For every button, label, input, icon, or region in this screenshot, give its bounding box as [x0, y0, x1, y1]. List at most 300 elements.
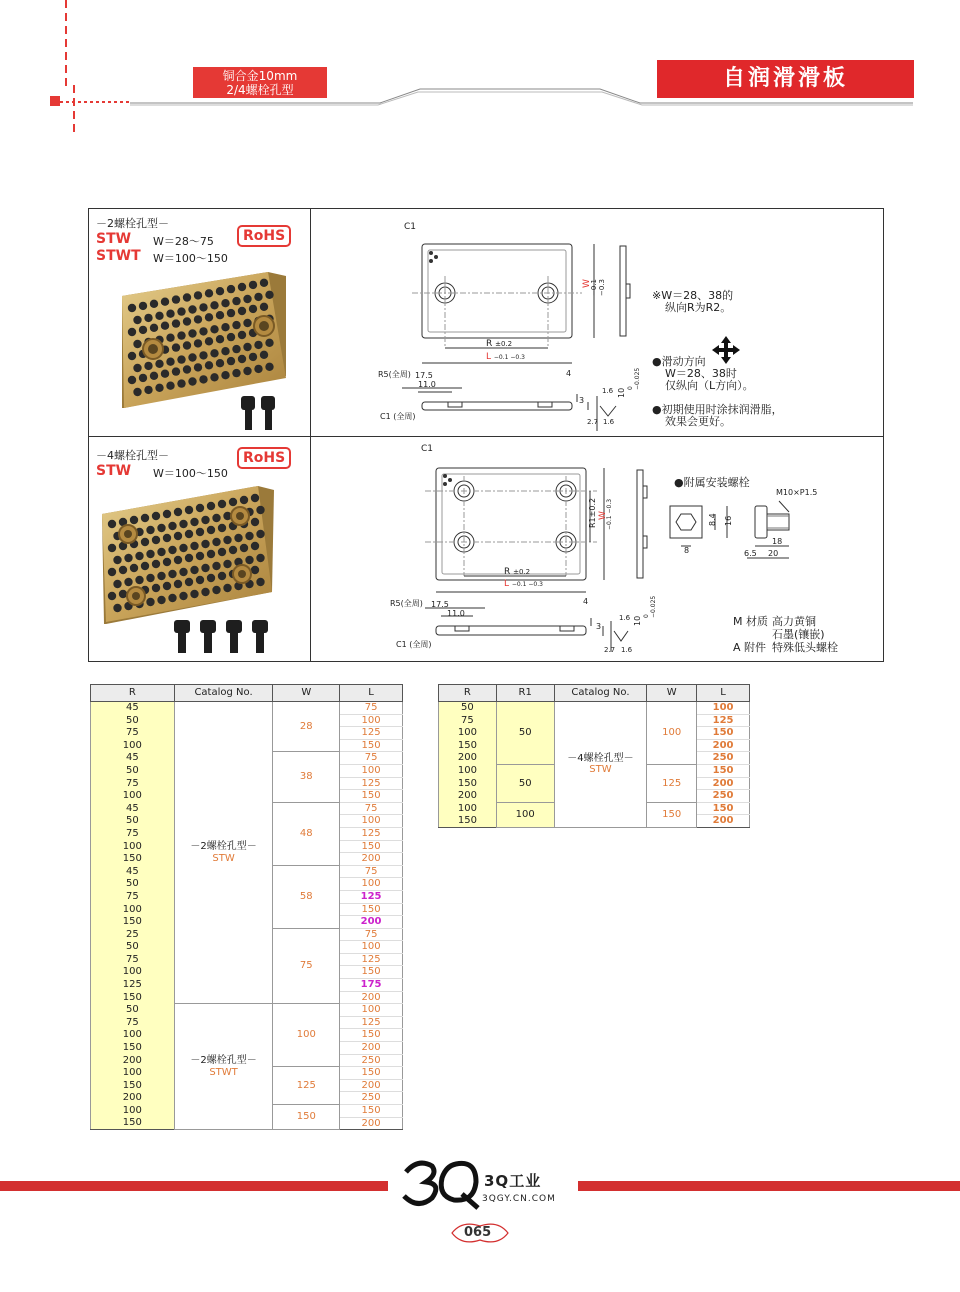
- graphite-plug: [139, 326, 147, 334]
- cell-l: 200: [340, 1042, 403, 1055]
- graphite-plug: [130, 564, 138, 572]
- cross-arrow-icon: [712, 336, 740, 364]
- catalog-type: －4螺栓孔型－: [567, 752, 634, 764]
- graphite-plug: [144, 314, 152, 322]
- graphite-plug: [207, 574, 215, 582]
- cell-l: 75: [340, 702, 403, 715]
- graphite-plug: [168, 522, 176, 530]
- graphite-plug: [194, 339, 202, 347]
- cell-l: 125: [340, 777, 403, 790]
- cell-r: 200: [91, 1054, 175, 1067]
- dim-w-tol: −0.1 −0.3: [590, 279, 606, 296]
- cell-r: 100: [439, 764, 497, 777]
- graphite-plug: [172, 295, 180, 303]
- cell-r: 100: [91, 739, 175, 752]
- cell-l: 100: [340, 941, 403, 954]
- bolt-dim-8: 8: [684, 546, 690, 555]
- cell-l: 100: [340, 878, 403, 891]
- footer-bar-right: [578, 1181, 960, 1191]
- cell-l: 150: [340, 1105, 403, 1118]
- graphite-plug: [243, 343, 251, 351]
- cell-r: 150: [91, 916, 175, 929]
- graphite-plug: [205, 337, 213, 345]
- graphite-plug: [254, 341, 262, 349]
- cell-l: 250: [340, 1092, 403, 1105]
- graphite-plug: [212, 538, 220, 546]
- cell-l: 75: [340, 865, 403, 878]
- graphite-plug: [205, 313, 213, 321]
- type-label-4hole: －4螺栓孔型－: [96, 449, 169, 462]
- material-m-key: M 材质: [733, 615, 768, 628]
- dim-10-tol: 0 −0.025: [627, 367, 641, 390]
- graphite-plug: [166, 382, 174, 390]
- cell-l: 150: [340, 739, 403, 752]
- graphite-plug: [128, 376, 136, 384]
- graphite-plug: [229, 498, 237, 506]
- cell-l: 150: [340, 1067, 403, 1080]
- graphite-plug: [221, 347, 229, 355]
- graphite-plug: [146, 526, 154, 534]
- cell-w: 100: [273, 1004, 340, 1067]
- cell-r: 45: [91, 865, 175, 878]
- cell-l: 200: [340, 1079, 403, 1092]
- graphite-plug: [133, 364, 141, 372]
- graphite-plug: [163, 558, 171, 566]
- note-w-radius-2: 纵向R为R2。: [665, 301, 732, 314]
- graphite-plug: [232, 321, 240, 329]
- graphite-plug: [245, 532, 253, 540]
- graphite-plug: [163, 534, 171, 542]
- dim-4-4hole: 4: [583, 597, 589, 606]
- cell-l: 250: [340, 1054, 403, 1067]
- graphite-plug: [232, 345, 240, 353]
- graphite-plug: [260, 279, 268, 287]
- cell-r: 50: [91, 815, 175, 828]
- graphite-plug: [243, 295, 251, 303]
- rohs-badge: RoHS: [237, 225, 291, 247]
- graphite-plug: [179, 568, 187, 576]
- dim-r: [486, 339, 512, 349]
- graphite-plug: [183, 341, 191, 349]
- graphite-plug: [144, 386, 152, 394]
- graphite-plug: [152, 560, 160, 568]
- table-row: [439, 702, 750, 715]
- material-a-key: A 附件: [733, 641, 767, 654]
- graphite-plug: [166, 358, 174, 366]
- cell-r1: 50: [496, 702, 554, 765]
- graphite-plug: [210, 349, 218, 357]
- graphite-plug: [185, 530, 193, 538]
- graphite-plug: [150, 372, 158, 380]
- cell-r: 100: [91, 1105, 175, 1118]
- cell-r: 100: [91, 840, 175, 853]
- graphite-plug: [139, 374, 147, 382]
- graphite-plug: [227, 333, 235, 341]
- dim-w: W: [582, 279, 592, 288]
- cell-l: 125: [340, 1016, 403, 1029]
- cell-r: 150: [91, 1079, 175, 1092]
- graphite-plug: [177, 379, 185, 387]
- table-header-row: [439, 685, 750, 702]
- cell-r: 75: [91, 1016, 175, 1029]
- graphite-plug: [265, 339, 273, 347]
- cell-r: 100: [91, 966, 175, 979]
- graphite-plug: [172, 343, 180, 351]
- dim-10: 10: [617, 387, 626, 398]
- graphite-plug: [256, 506, 264, 514]
- graphite-plug: [254, 293, 262, 301]
- brand-url: 3QGY.CN.COM: [482, 1194, 556, 1204]
- graphite-plug: [177, 331, 185, 339]
- dim-10-tol-4hole: 0 −0.025: [643, 595, 657, 618]
- graphite-plug: [251, 542, 259, 550]
- dim-1-6b-4hole: 1.6: [621, 646, 633, 654]
- graphite-plug: [240, 496, 248, 504]
- graphite-plug: [177, 307, 185, 315]
- cell-l: 200: [340, 991, 403, 1004]
- cell-l: 150: [697, 764, 750, 777]
- divider-horizontal: [88, 436, 884, 437]
- graphite-plug: [119, 590, 127, 598]
- graphite-plug: [232, 297, 240, 305]
- graphite-plug: [174, 556, 182, 564]
- bolt-thread: M10×P1.5: [776, 488, 818, 497]
- dim-3-4hole: 3: [596, 622, 602, 631]
- code-stw-4hole: STW: [96, 463, 132, 479]
- cell-r: 75: [439, 714, 497, 727]
- graphite-plug: [141, 514, 149, 522]
- dim-r-4hole: [504, 567, 530, 577]
- cell-l: 125: [340, 727, 403, 740]
- table-row: [91, 1004, 403, 1017]
- th-r: R: [91, 685, 175, 702]
- graphite-plug: [216, 359, 224, 367]
- dim-1-6a-4hole: 1.6: [619, 614, 631, 622]
- cell-r: 50: [91, 1004, 175, 1017]
- cell-l: 75: [340, 928, 403, 941]
- graphite-plug: [251, 518, 259, 526]
- graphite-plug: [249, 281, 257, 289]
- cell-l: 200: [697, 739, 750, 752]
- cell-r: 50: [91, 878, 175, 891]
- th-catalog: Catalog No.: [554, 685, 647, 702]
- graphite-plug: [185, 578, 193, 586]
- graphite-plug: [128, 352, 136, 360]
- note-slide-dir: ●滑动方向: [652, 355, 706, 368]
- graphite-plug: [256, 554, 264, 562]
- graphite-plug: [128, 328, 136, 336]
- cell-r: 200: [439, 790, 497, 803]
- graphite-plug: [124, 554, 132, 562]
- graphite-plug: [146, 550, 154, 558]
- graphite-plug: [221, 323, 229, 331]
- graphite-plug: [146, 574, 154, 582]
- cell-r1: 50: [496, 764, 554, 802]
- dim-1-6a: 1.6: [602, 387, 614, 395]
- dim-2-7: 2.7: [587, 418, 599, 426]
- dim-17-5: 17.5: [415, 371, 433, 380]
- graphite-plug: [157, 596, 165, 604]
- cell-w: 150: [273, 1105, 340, 1130]
- graphite-plug: [238, 355, 246, 363]
- dim-1-6b: 1.6: [603, 418, 615, 426]
- graphite-plug: [163, 510, 171, 518]
- bolt-title: ●附属安装螺栓: [674, 476, 750, 489]
- cell-r: 100: [91, 1067, 175, 1080]
- dim-c1-bottom-4hole: C1 (全周): [396, 640, 432, 649]
- graphite-plug: [265, 291, 273, 299]
- cell-l: 75: [340, 802, 403, 815]
- graphite-plug: [212, 514, 220, 522]
- graphite-plug: [216, 311, 224, 319]
- graphite-plug: [201, 540, 209, 548]
- graphite-plug: [188, 377, 196, 385]
- divider-vertical: [310, 208, 311, 662]
- graphite-plug: [108, 568, 116, 576]
- cell-l: 200: [697, 815, 750, 828]
- dim-l-4hole: [504, 579, 543, 589]
- subtitle-line2: 2/4螺栓孔型: [226, 83, 294, 97]
- cell-r1: 100: [496, 802, 554, 827]
- cell-l: 125: [340, 890, 403, 903]
- dim-11-0: 11.0: [418, 380, 436, 389]
- material-m-val2: 石墨(镶嵌): [772, 628, 825, 641]
- footer-bar-left: [0, 1181, 388, 1191]
- graphite-plug: [166, 334, 174, 342]
- graphite-plug: [190, 566, 198, 574]
- cell-r: 150: [91, 1117, 175, 1130]
- dim-r5-4hole: R5(全周): [390, 599, 423, 608]
- dim-r-tol: ±0.2: [495, 340, 513, 348]
- cell-r: 200: [91, 1092, 175, 1105]
- material-m-val1: 高力黄铜: [772, 615, 816, 628]
- cell-l: 200: [340, 916, 403, 929]
- graphite-plug: [254, 365, 262, 373]
- cell-w: 125: [273, 1067, 340, 1105]
- graphite-plug: [108, 520, 116, 528]
- cell-r: 50: [91, 941, 175, 954]
- dim-l-tol-4hole: −0.1 −0.3: [511, 581, 543, 588]
- range-stwt: W＝100～150: [153, 252, 228, 265]
- cell-l: 100: [340, 764, 403, 777]
- graphite-plug: [260, 351, 268, 359]
- cell-l: 125: [340, 953, 403, 966]
- cell-l: 150: [340, 790, 403, 803]
- graphite-plug: [249, 353, 257, 361]
- page-number: 065: [464, 1225, 492, 1240]
- graphite-plug: [113, 604, 121, 612]
- cell-r: 45: [91, 752, 175, 765]
- graphite-plug: [183, 365, 191, 373]
- graphite-plug: [172, 367, 180, 375]
- graphite-plug: [130, 516, 138, 524]
- dim-l-label-4hole: L: [504, 579, 510, 589]
- graphite-plug: [124, 578, 132, 586]
- dim-l-label: L: [486, 352, 492, 362]
- dim-c1-top: C1: [404, 222, 417, 232]
- graphite-plug: [199, 375, 207, 383]
- graphite-plug: [243, 319, 251, 327]
- brand-name: 3Q工业: [484, 1172, 542, 1190]
- cell-w: 28: [273, 702, 340, 752]
- graphite-plug: [251, 494, 259, 502]
- graphite-plug: [243, 367, 251, 375]
- graphite-plug: [108, 592, 116, 600]
- cell-r: 75: [91, 727, 175, 740]
- graphite-plug: [240, 544, 248, 552]
- table-header-row: [91, 685, 403, 702]
- cell-r: 150: [91, 853, 175, 866]
- graphite-plug: [150, 300, 158, 308]
- cell-r: 150: [91, 991, 175, 1004]
- graphite-plug: [205, 361, 213, 369]
- graphite-plug: [196, 504, 204, 512]
- cell-r: 50: [91, 764, 175, 777]
- graphite-plug: [210, 301, 218, 309]
- cell-l: 200: [697, 777, 750, 790]
- graphite-plug: [174, 508, 182, 516]
- dim-l: [486, 352, 525, 362]
- dim-r-tol-4hole: ±0.2: [513, 568, 531, 576]
- graphite-plug: [256, 530, 264, 538]
- graphite-plug: [152, 512, 160, 520]
- graphite-plug: [199, 351, 207, 359]
- graphite-plug: [227, 309, 235, 317]
- graphite-plug: [234, 534, 242, 542]
- graphite-plug: [218, 548, 226, 556]
- dim-r-label-4hole: R: [504, 567, 511, 577]
- drawing-2hole: [372, 216, 652, 434]
- graphite-plug: [221, 371, 229, 379]
- graphite-plug: [157, 548, 165, 556]
- graphite-plug: [177, 355, 185, 363]
- dim-11-0-4hole: 11.0: [447, 609, 465, 618]
- graphite-plug: [113, 556, 121, 564]
- dim-w-4hole: W: [598, 511, 608, 520]
- graphite-plug: [190, 590, 198, 598]
- rohs-badge-4hole: RoHS: [237, 447, 291, 469]
- graphite-plug: [207, 526, 215, 534]
- graphite-plug: [119, 566, 127, 574]
- cell-l: 100: [340, 1004, 403, 1017]
- graphite-plug: [196, 528, 204, 536]
- cell-r: 75: [91, 827, 175, 840]
- cell-r: 150: [439, 815, 497, 828]
- graphite-plug: [108, 544, 116, 552]
- th-l: L: [340, 685, 403, 702]
- bolt-dim-16: 16: [724, 515, 733, 526]
- cell-w: 38: [273, 752, 340, 802]
- graphite-plug: [238, 331, 246, 339]
- cell-r: 45: [91, 802, 175, 815]
- graphite-plug: [218, 524, 226, 532]
- cell-r: 50: [439, 702, 497, 715]
- graphite-plug: [152, 536, 160, 544]
- graphite-plug: [113, 580, 121, 588]
- cell-r: 150: [91, 1042, 175, 1055]
- graphite-plug: [238, 283, 246, 291]
- graphite-plug: [227, 285, 235, 293]
- code-stw: STW: [96, 231, 132, 247]
- dim-r5: R5(全周): [378, 370, 411, 379]
- range-stw-4hole: W＝100～150: [153, 467, 228, 480]
- note-grease-2: 效果会更好。: [665, 415, 731, 428]
- graphite-plug: [163, 582, 171, 590]
- cell-l: 100: [340, 815, 403, 828]
- cell-r: 50: [91, 714, 175, 727]
- spec-table-4hole: [438, 684, 750, 828]
- subtitle-badge: [193, 67, 327, 98]
- graphite-plug: [210, 373, 218, 381]
- product-image-4hole: [98, 484, 278, 656]
- graphite-plug: [157, 524, 165, 532]
- cell-l: 150: [697, 727, 750, 740]
- graphite-plug: [183, 293, 191, 301]
- graphite-plug: [196, 576, 204, 584]
- cell-l: 150: [697, 802, 750, 815]
- th-l: L: [697, 685, 750, 702]
- graphite-plug: [155, 312, 163, 320]
- cell-w: 150: [647, 802, 697, 827]
- cell-catalog: [174, 702, 273, 1004]
- note-longitudinal: 仅纵向（L方向）。: [665, 379, 754, 392]
- cell-r: 200: [439, 752, 497, 765]
- cell-l: 200: [340, 853, 403, 866]
- graphite-plug: [133, 340, 141, 348]
- spec-table-2hole: [90, 684, 403, 1130]
- graphite-plug: [251, 566, 259, 574]
- graphite-plug: [199, 327, 207, 335]
- graphite-plug: [218, 572, 226, 580]
- th-catalog: Catalog No.: [174, 685, 273, 702]
- graphite-plug: [168, 594, 176, 602]
- graphite-plug: [188, 329, 196, 337]
- cell-w: 75: [273, 928, 340, 1004]
- graphite-plug: [196, 552, 204, 560]
- cell-w: 100: [647, 702, 697, 765]
- note-w-28-38: W＝28、38时: [665, 367, 737, 380]
- catalog-type: －2螺栓孔型－: [190, 841, 257, 853]
- table-row: [91, 702, 403, 715]
- graphite-plug: [223, 584, 231, 592]
- graphite-plug: [227, 357, 235, 365]
- cell-l: 150: [340, 1029, 403, 1042]
- graphite-plug: [249, 305, 257, 313]
- dim-2-7-4hole: 2.7: [604, 646, 616, 654]
- graphite-plug: [201, 564, 209, 572]
- page-title: 自润滑滑板: [657, 60, 914, 98]
- dim-10-4hole: 10: [633, 615, 642, 626]
- material-a-val: 特殊低头螺栓: [772, 641, 838, 654]
- cell-r: 150: [439, 739, 497, 752]
- catalog-code: STW: [589, 764, 612, 776]
- graphite-plug: [179, 544, 187, 552]
- graphite-plug: [161, 322, 169, 330]
- cell-r: 75: [91, 777, 175, 790]
- graphite-plug: [194, 315, 202, 323]
- graphite-plug: [135, 576, 143, 584]
- catalog-code: STWT: [209, 1066, 238, 1078]
- cell-l: 150: [340, 903, 403, 916]
- bolt-dim-8-4: 8.4: [708, 513, 717, 526]
- graphite-plug: [174, 532, 182, 540]
- catalog-code: STW: [212, 852, 235, 864]
- graphite-plug: [168, 546, 176, 554]
- graphite-plug: [179, 520, 187, 528]
- th-w: W: [647, 685, 697, 702]
- graphite-plug: [207, 550, 215, 558]
- dim-l-tol: −0.1 −0.3: [493, 354, 525, 361]
